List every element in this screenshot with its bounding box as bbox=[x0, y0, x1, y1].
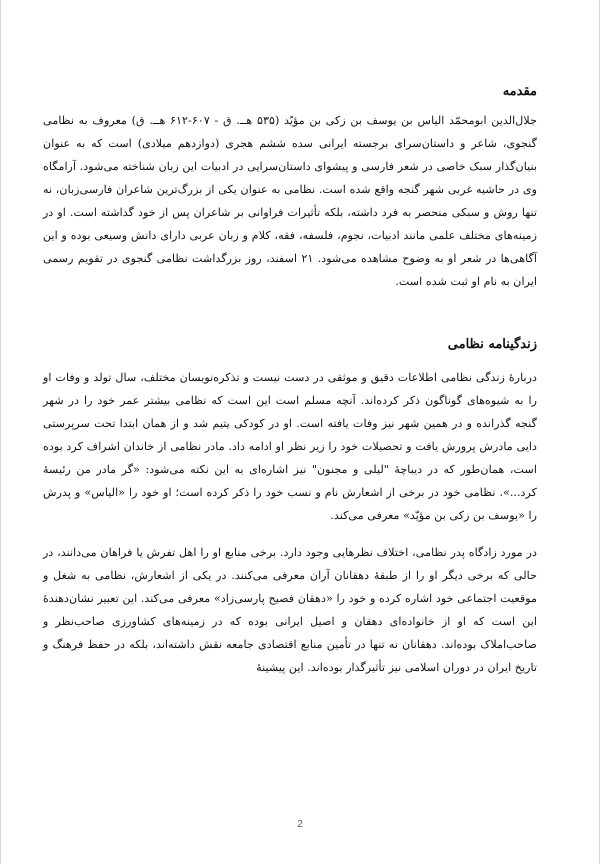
intro-paragraph: جلال‌الدین ابومحمّد الیاس بن یوسف بن زکی بن مؤیّد (۵۳۵ هــ. ق - ۶۰۷-۶۱۲ هــ. ق) معروف به نظامی گنجوی، شاعر و داستان‌سرای برجسته ایرانی سده ششم هجری (دوازدهم میلادی) است که به عنوان بنیان‌گذار سبک خاصی در شعر فارسی و پیشوای داستان‌سرایی در ادبیات این زبان شناخته می‌شود. آرامگاه وی در حاشیه غربی شهر گنجه واقع شده است. نظامی به عنوان یکی از بزرگ‌ترین شاعران فارسی‌زبان، نه تنها روش و سبکی منحصر به فرد داشته، بلکه تأثیرات فراوانی بر شاعران پس از خود گذاشته است. او در زمینه‌های مختلف علمی مانند ادبیات، نجوم، فلسفه، فقه، کلام و زبان عربی دارای دانش وسیعی بوده و این آگاهی‌ها در شعر او به وضوح مشاهده می‌شود. ۲۱ اسفند، روز بزرگداشت نظامی گنجوی در تقویم رسمی ایران به نام او ثبت شده است. bbox=[43, 114, 537, 288]
biography-heading: زندگینامه نظامی bbox=[447, 337, 537, 352]
biography-paragraph-1: دربارهٔ زندگی نظامی اطلاعات دقیق و موثقی در دست نیست و تذکره‌نویسان مختلف، سال تولد و وفات او را به شیوه‌های گوناگون ذکر کرده‌اند. آنچه مسلم است این است که نظامی بیشتر عمر خود را در شهر گنجه گذرانده و در همین شهر نیز وفات یافته است. او در کودکی یتیم شد و از همان ابتدا تحت سرپرستی دایی مادرش پرورش یافت و تحصیلات خود را زیر نظر او ادامه داد. مادر نظامی از خاندان اشراف کرد بوده است، همان‌طور که در دیباچهٔ "لیلی و مجنون" نیز اشاره‌ای به این نکته می‌شود: «گر مادر من رئیسهٔ کرد...». نظامی خود در برخی از اشعارش نام و نسب خود را ذکر کرده است؛ او خود را «الیاس» و پدرش را «یوسف بن زکی بن مؤیّد» معرفی می‌کند. bbox=[43, 371, 537, 522]
page-content bbox=[43, 84, 537, 679]
intro-heading: مقدمه bbox=[502, 84, 537, 99]
biography-paragraph-2: در مورد زادگاه پدر نظامی، اختلاف نظرهایی وجود دارد. برخی منابع او را اهل تفرش یا فراهان می‌دانند، در حالی که برخی دیگر او را از طبقهٔ دهقانان آران معرفی می‌کنند. در یکی از اشعارش، نظامی به شغل و موقعیت اجتماعی خود اشاره کرده و خود را «دهقان فصیح پارسی‌زاد» معرفی می‌کند. این تعبیر نشان‌دهندهٔ این است که او از خانواده‌ای دهقان و اصیل ایرانی بوده که در زمینه‌های کشاورزی صاحب‌نظر و صاحب‌املاک بوده‌اند. دهقانان نه تنها در تأمین منابع اقتصادی جامعه نقش داشته‌اند، بلکه در حفظ فرهنگ و تاریخ ایران در دوران اسلامی نیز تأثیرگذار بوده‌اند. این پیشینهٔ bbox=[43, 546, 537, 674]
page-number: 2 bbox=[297, 819, 303, 830]
